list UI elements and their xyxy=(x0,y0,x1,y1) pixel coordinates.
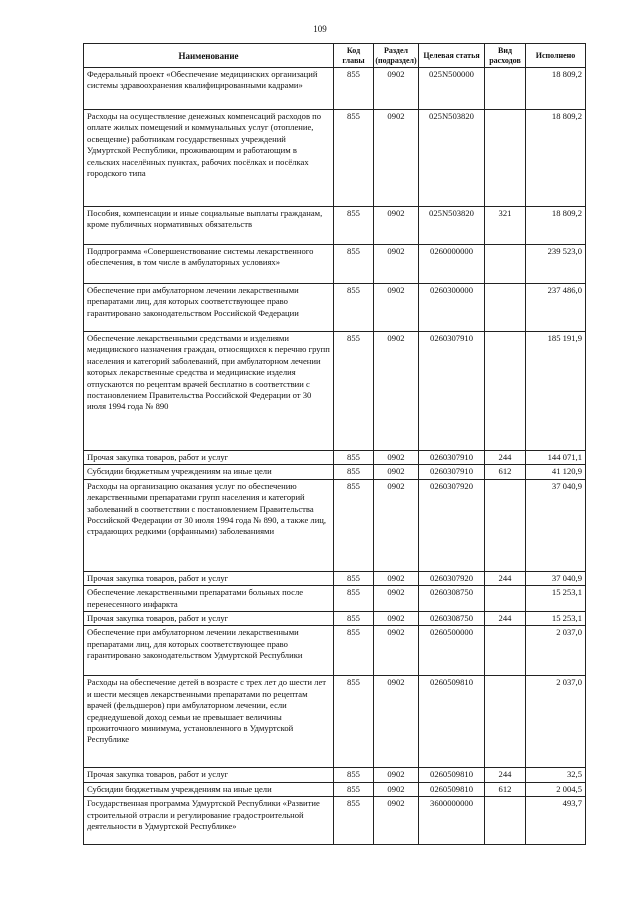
row-section: 0902 xyxy=(374,612,419,626)
row-executed: 41 120,9 xyxy=(526,465,586,479)
row-expense-type xyxy=(485,245,526,284)
row-target: 3600000000 xyxy=(419,797,485,845)
row-name: Федеральный проект «Обеспечение медицинских организаций системы здравоохранения квалифицированными кадрами» xyxy=(84,68,334,110)
table-row xyxy=(84,797,586,845)
row-executed: 144 071,1 xyxy=(526,451,586,465)
row-executed: 2 037,0 xyxy=(526,626,586,676)
row-chapter: 855 xyxy=(334,797,374,845)
row-target: 0260509810 xyxy=(419,768,485,782)
row-target: 0260000000 xyxy=(419,245,485,284)
row-expense-type xyxy=(485,797,526,845)
row-section: 0902 xyxy=(374,626,419,676)
row-name: Подпрограмма «Совершенствование системы лекарственного обеспечения, в том числе в амбулаторных условиях» xyxy=(84,245,334,284)
table-row xyxy=(84,571,586,585)
row-expense-type xyxy=(485,626,526,676)
row-chapter: 855 xyxy=(334,586,374,612)
row-section: 0902 xyxy=(374,68,419,110)
row-name: Прочая закупка товаров, работ и услуг xyxy=(84,768,334,782)
row-target: 025N503820 xyxy=(419,110,485,207)
row-chapter: 855 xyxy=(334,465,374,479)
page-number: 109 xyxy=(313,24,327,34)
row-executed: 237 486,0 xyxy=(526,284,586,332)
row-name: Обеспечение лекарственными средствами и изделиями медицинского назначения граждан, относящихся к перечню групп населения и категорий заболеваний, при амбулаторном лечении которых лекарственные средства и медицинские изделия отпускаются по рецептам врачей бесплатно в соответствии с постановлением Правительства Российской Федерации от 30 июля 1994 года № 890 xyxy=(84,332,334,451)
row-name: Обеспечение при амбулаторном лечении лекарственными препаратами лиц, для которых соответствующее право гарантировано законодательством Российской Федерации xyxy=(84,284,334,332)
table-row xyxy=(84,626,586,676)
header-executed: Исполнено xyxy=(526,44,586,68)
row-executed: 15 253,1 xyxy=(526,586,586,612)
table-row xyxy=(84,465,586,479)
row-section: 0902 xyxy=(374,571,419,585)
row-name: Прочая закупка товаров, работ и услуг xyxy=(84,612,334,626)
header-section: Раздел (подраздел) xyxy=(374,44,419,68)
row-chapter: 855 xyxy=(334,479,374,571)
row-name: Расходы на обеспечение детей в возрасте с трех лет до шести лет и шести месяцев лекарственными препаратами по рецептам врачей (фельдшеров) при амбулаторном лечении, если среднедушевой доход семьи не превышает величины прожиточного минимума, установленного в Удмуртской Республике xyxy=(84,676,334,768)
table-row xyxy=(84,782,586,796)
row-executed: 2 037,0 xyxy=(526,676,586,768)
row-chapter: 855 xyxy=(334,207,374,245)
row-chapter: 855 xyxy=(334,110,374,207)
row-executed: 2 004,5 xyxy=(526,782,586,796)
row-section: 0902 xyxy=(374,207,419,245)
row-name: Прочая закупка товаров, работ и услуг xyxy=(84,571,334,585)
row-target: 0260307910 xyxy=(419,332,485,451)
row-chapter: 855 xyxy=(334,782,374,796)
row-executed: 18 809,2 xyxy=(526,68,586,110)
row-section: 0902 xyxy=(374,245,419,284)
row-expense-type: 244 xyxy=(485,612,526,626)
row-chapter: 855 xyxy=(334,68,374,110)
row-expense-type: 321 xyxy=(485,207,526,245)
row-section: 0902 xyxy=(374,676,419,768)
row-chapter: 855 xyxy=(334,612,374,626)
row-name: Субсидии бюджетным учреждениям на иные цели xyxy=(84,782,334,796)
row-expense-type: 612 xyxy=(485,782,526,796)
row-expense-type: 612 xyxy=(485,465,526,479)
row-expense-type: 244 xyxy=(485,571,526,585)
row-section: 0902 xyxy=(374,479,419,571)
row-target: 0260308750 xyxy=(419,586,485,612)
row-target: 0260308750 xyxy=(419,612,485,626)
row-chapter: 855 xyxy=(334,571,374,585)
row-executed: 37 040,9 xyxy=(526,479,586,571)
row-section: 0902 xyxy=(374,284,419,332)
table-row xyxy=(84,479,586,571)
row-chapter: 855 xyxy=(334,626,374,676)
row-executed: 37 040,9 xyxy=(526,571,586,585)
row-expense-type xyxy=(485,479,526,571)
row-executed: 18 809,2 xyxy=(526,207,586,245)
row-expense-type xyxy=(485,284,526,332)
row-expense-type: 244 xyxy=(485,768,526,782)
row-chapter: 855 xyxy=(334,676,374,768)
row-executed: 18 809,2 xyxy=(526,110,586,207)
row-target: 0260500000 xyxy=(419,626,485,676)
row-target: 0260307910 xyxy=(419,465,485,479)
row-section: 0902 xyxy=(374,586,419,612)
row-executed: 239 523,0 xyxy=(526,245,586,284)
row-target: 0260509810 xyxy=(419,782,485,796)
row-section: 0902 xyxy=(374,465,419,479)
row-name: Прочая закупка товаров, работ и услуг xyxy=(84,451,334,465)
table-row xyxy=(84,451,586,465)
table-row xyxy=(84,245,586,284)
header-name: Наименование xyxy=(84,44,334,68)
table-row xyxy=(84,284,586,332)
table-row xyxy=(84,207,586,245)
row-expense-type xyxy=(485,676,526,768)
row-executed: 15 253,1 xyxy=(526,612,586,626)
row-executed: 493,7 xyxy=(526,797,586,845)
row-target: 025N503820 xyxy=(419,207,485,245)
row-name: Обеспечение при амбулаторном лечении лекарственными препаратами лиц, для которых соответствующее право гарантировано законодательством Удмуртской Республики xyxy=(84,626,334,676)
row-name: Расходы на осуществление денежных компенсаций расходов по оплате жилых помещений и коммунальных услуг (отопление, освещение) работникам государственных учреждений Удмуртской Республики, проживающим и работающим в сельских населённых пунктах, рабочих посёлках и посёлках городского типа xyxy=(84,110,334,207)
row-section: 0902 xyxy=(374,768,419,782)
table-row xyxy=(84,768,586,782)
row-section: 0902 xyxy=(374,782,419,796)
row-name: Расходы на организацию оказания услуг по обеспечению лекарственными препаратами групп населения и категорий заболеваний в соответствии с постановлением Правительства Российской Федерации от 30 июля 1994 года № 890, а также лиц, страдающих редкими (орфанными) заболеваниями xyxy=(84,479,334,571)
row-target: 0260307920 xyxy=(419,479,485,571)
row-target: 0260307910 xyxy=(419,451,485,465)
row-chapter: 855 xyxy=(334,451,374,465)
row-chapter: 855 xyxy=(334,332,374,451)
header-chapter: Код главы xyxy=(334,44,374,68)
row-expense-type: 244 xyxy=(485,451,526,465)
row-expense-type xyxy=(485,110,526,207)
row-name: Обеспечение лекарственными препаратами больных после перенесенного инфаркта xyxy=(84,586,334,612)
row-target: 0260300000 xyxy=(419,284,485,332)
row-expense-type xyxy=(485,68,526,110)
row-section: 0902 xyxy=(374,451,419,465)
row-target: 0260307920 xyxy=(419,571,485,585)
row-expense-type xyxy=(485,332,526,451)
row-chapter: 855 xyxy=(334,768,374,782)
table-row xyxy=(84,612,586,626)
row-name: Субсидии бюджетным учреждениям на иные цели xyxy=(84,465,334,479)
table-row xyxy=(84,586,586,612)
row-section: 0902 xyxy=(374,110,419,207)
row-target: 0260509810 xyxy=(419,676,485,768)
row-chapter: 855 xyxy=(334,245,374,284)
row-section: 0902 xyxy=(374,332,419,451)
table-row xyxy=(84,68,586,110)
row-expense-type xyxy=(485,586,526,612)
row-chapter: 855 xyxy=(334,284,374,332)
table-header-row xyxy=(84,44,586,68)
table-row xyxy=(84,110,586,207)
header-expense-type: Вид расходов xyxy=(485,44,526,68)
table-row xyxy=(84,332,586,451)
row-target: 025N500000 xyxy=(419,68,485,110)
row-name: Пособия, компенсации и иные социальные выплаты гражданам, кроме публичных нормативных обязательств xyxy=(84,207,334,245)
header-target: Целевая статья xyxy=(419,44,485,68)
row-name: Государственная программа Удмуртской Республики «Развитие строительной отрасли и регулирование градостроительной деятельности в Удмуртской Республике» xyxy=(84,797,334,845)
row-section: 0902 xyxy=(374,797,419,845)
table-row xyxy=(84,676,586,768)
row-executed: 32,5 xyxy=(526,768,586,782)
budget-table xyxy=(83,43,586,845)
row-executed: 185 191,9 xyxy=(526,332,586,451)
